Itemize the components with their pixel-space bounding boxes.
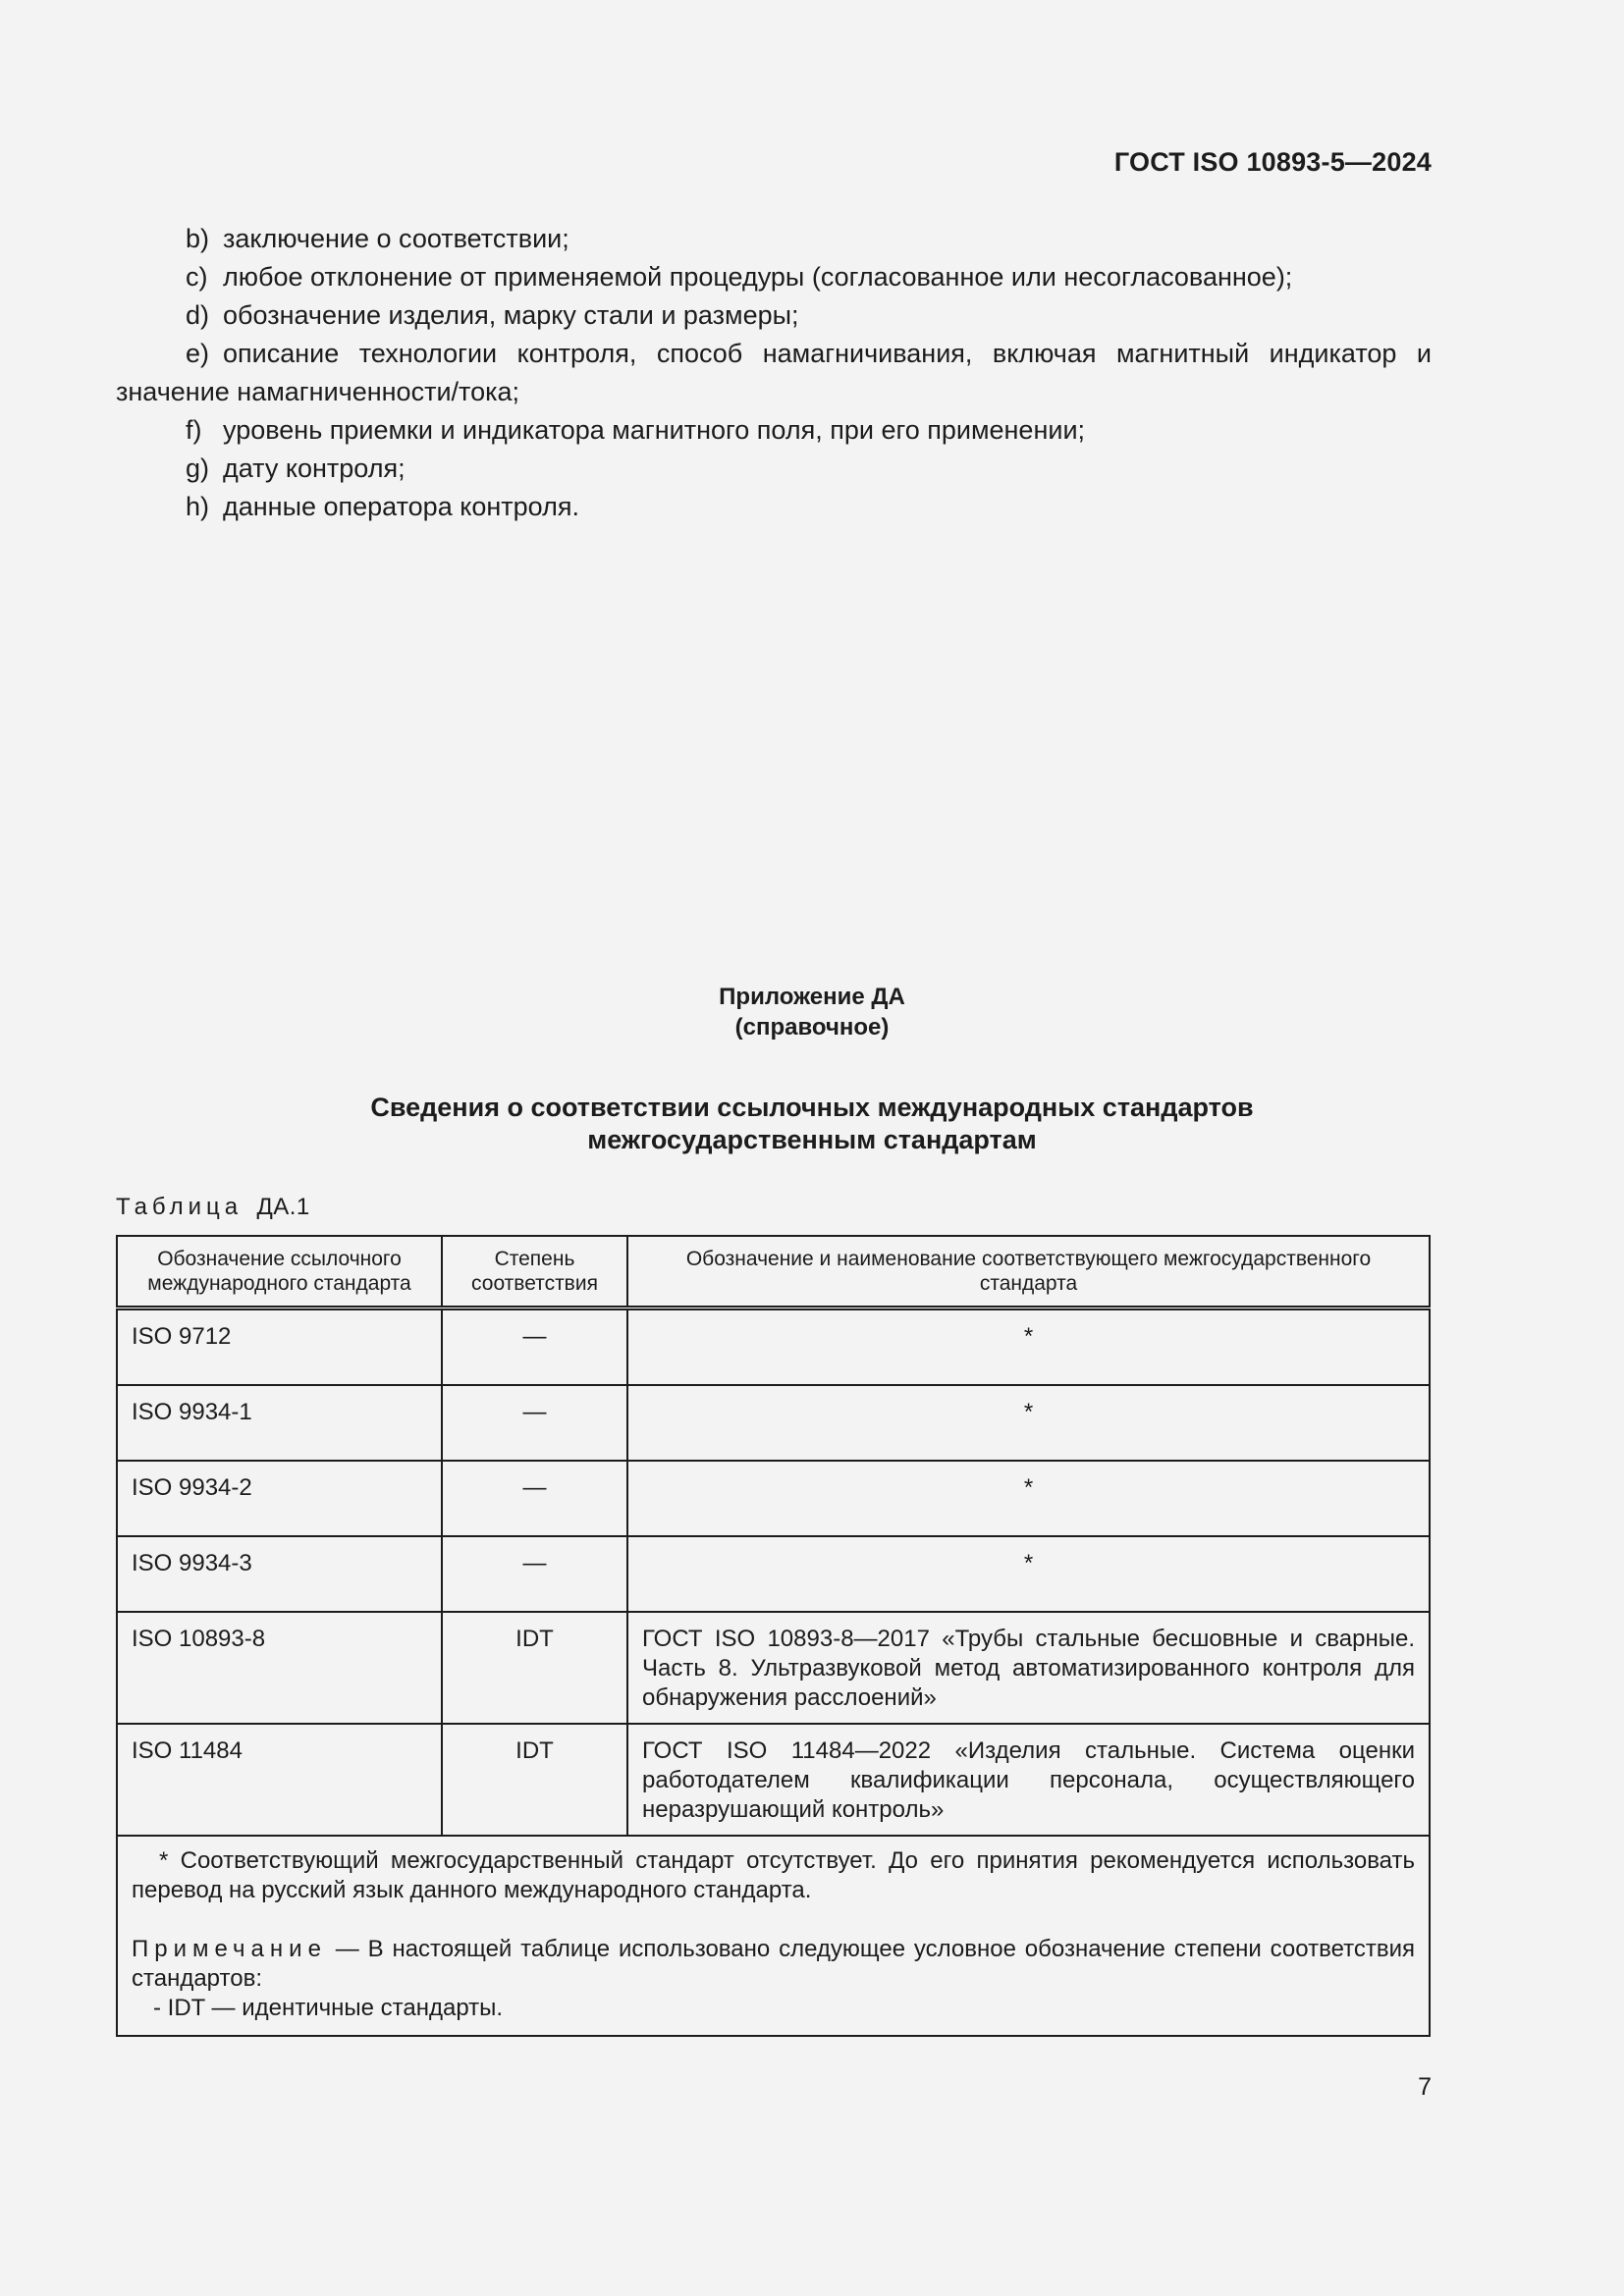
cell-interstate-standard: * [627,1536,1430,1612]
cell-degree: — [442,1461,627,1536]
annex-title-line: межгосударственным стандартам [587,1125,1037,1154]
annex-heading [0,982,1624,1156]
list-item-text: заключение о соответствии; [223,224,569,253]
annex-label: Приложение ДА [719,984,905,1010]
cell-interstate-standard: ГОСТ ISO 10893-8—2017 «Трубы стальные бесшовные и сварные. Часть 8. Ультразвуковой метод автоматизированного контроля для обнаружения расслоений» [627,1612,1430,1724]
list-item [116,258,1432,296]
list-marker: h) [186,492,210,521]
cell-degree: IDT [442,1724,627,1836]
cell-reference-standard: ISO 9934-2 [117,1461,442,1536]
list-item-text: уровень приемки и индикатора магнитного поля, при его применении; [223,415,1086,445]
annex-title-line: Сведения о соответствии ссылочных международных стандартов [370,1093,1254,1122]
list-marker: b) [186,224,210,253]
table-footnote-row [117,1836,1430,2036]
list-marker: e) [186,339,210,368]
document-header: ГОСТ ISO 10893-5—2024 [1113,147,1432,177]
page-number: 7 [1418,2073,1432,2101]
list-item [116,220,1432,258]
requirements-list [116,220,1432,526]
table-caption [116,1194,310,1221]
cell-reference-standard: ISO 10893-8 [117,1612,442,1724]
list-item [116,296,1432,335]
cell-interstate-standard: * [627,1308,1430,1386]
annex-title [0,1092,1624,1156]
column-header-degree: Степень соответствия [442,1236,627,1308]
list-item [116,450,1432,488]
column-header-interstate-standard: Обозначение и наименование соответствующего межгосударственного стандарта [627,1236,1430,1308]
cell-reference-standard: ISO 9712 [117,1308,442,1386]
cell-reference-standard: ISO 9934-3 [117,1536,442,1612]
list-item-text: любое отклонение от применяемой процедуры (согласованное или несогласованное); [223,262,1293,292]
cell-degree: — [442,1308,627,1386]
column-header-reference-standard: Обозначение ссылочного международного стандарта [117,1236,442,1308]
cell-interstate-standard: ГОСТ ISO 11484—2022 «Изделия стальные. Система оценки работодателем квалификации персонала, осуществляющего неразрушающий контроль» [627,1724,1430,1836]
standards-table [116,1235,1431,2037]
list-marker: g) [186,454,210,483]
list-marker: f) [186,415,202,445]
table-caption-number: ДА.1 [256,1194,310,1220]
cell-degree: — [442,1536,627,1612]
table-row [117,1536,1430,1612]
table-header-row [117,1236,1430,1308]
table-row [117,1461,1430,1536]
cell-reference-standard: ISO 9934-1 [117,1385,442,1461]
table-footnote: * Соответствующий межгосударственный стандарт отсутствует. До его принятия рекомендуется использовать перевод на русский язык данного международного стандарта. [132,1847,1415,1903]
list-item-text: описание технологии контроля, способ намагничивания, включая магнитный индикатор и значение намагниченности/тока; [116,339,1432,406]
note-text: — В настоящей таблице использовано следующее условное обозначение степени соответствия стандартов: [132,1936,1415,1992]
list-item-text: данные оператора контроля. [223,492,579,521]
table-row [117,1385,1430,1461]
list-marker: d) [186,300,210,330]
note-item: - IDT — идентичные стандарты. [153,1995,504,2021]
cell-degree: IDT [442,1612,627,1724]
table-row [117,1612,1430,1724]
list-item [116,411,1432,450]
table-row [117,1724,1430,1836]
cell-interstate-standard: * [627,1385,1430,1461]
annex-type: (справочное) [734,1014,890,1041]
table-caption-word: Таблица [116,1194,244,1220]
cell-reference-standard: ISO 11484 [117,1724,442,1836]
table-row [117,1308,1430,1386]
table-footnote-cell [117,1836,1430,2036]
cell-interstate-standard: * [627,1461,1430,1536]
cell-degree: — [442,1385,627,1461]
list-item-text: дату контроля; [223,454,406,483]
list-marker: c) [186,262,208,292]
list-item-text: обозначение изделия, марку стали и размеры; [223,300,799,330]
table-note [132,1935,1415,1994]
note-label: Примечание [132,1936,327,1962]
list-item [116,488,1432,526]
list-item [116,335,1432,411]
